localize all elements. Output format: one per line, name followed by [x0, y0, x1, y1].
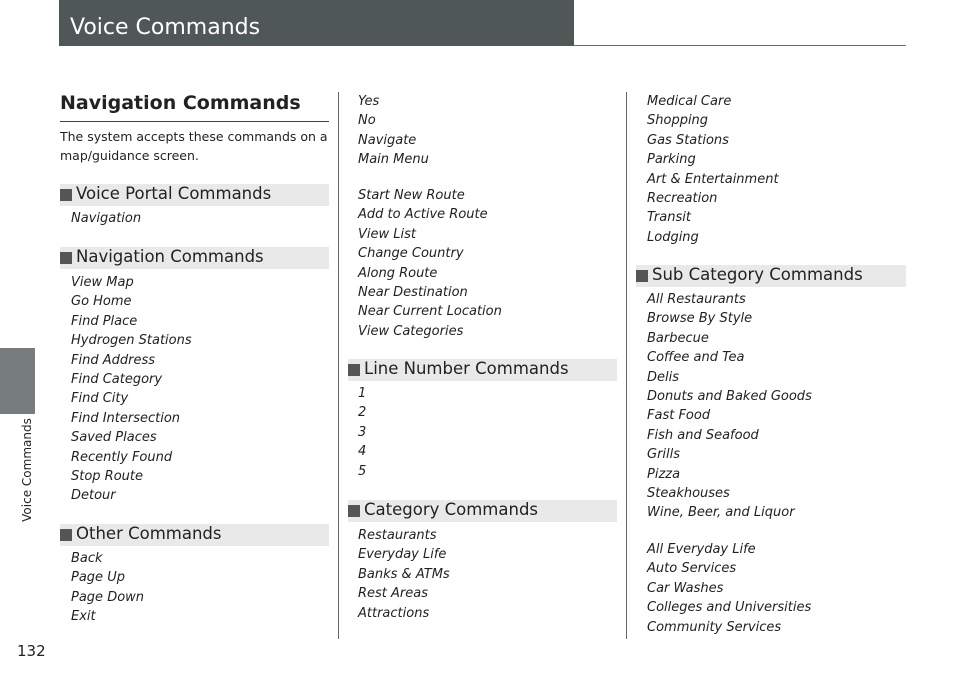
command-item: No [358, 113, 376, 129]
command-item: Fast Food [647, 408, 711, 424]
other-commands-continued-list-1 [358, 92, 429, 170]
command-item: Navigation [71, 211, 142, 226]
intro-text: The system accepts these commands on a map/guidance screen. [60, 129, 328, 163]
command-item: Stop Route [71, 468, 144, 484]
command-item: Delis [647, 369, 680, 385]
line-number-title: Line Number Commands [364, 359, 569, 378]
command-item: Parking [647, 152, 696, 168]
column-divider [626, 92, 627, 639]
line-number-list [358, 384, 366, 481]
other-commands-header [60, 524, 329, 546]
command-item: Back [71, 551, 103, 566]
side-tab-label: Voice Commands [20, 418, 34, 522]
command-item: Yes [358, 94, 380, 109]
category-commands-title: Category Commands [364, 500, 539, 519]
command-item: Transit [647, 210, 691, 226]
command-item: Barbecue [647, 330, 709, 346]
navigation-commands-title: Navigation Commands [76, 247, 264, 266]
command-item: Recreation [647, 190, 718, 206]
command-item: Banks & ATMs [358, 566, 450, 582]
square-bullet-icon [636, 270, 648, 282]
command-item: Change Country [358, 246, 464, 262]
category-commands-list [358, 526, 450, 623]
command-item: Shopping [647, 113, 709, 129]
command-item: Detour [71, 488, 116, 504]
command-item: Donuts and Baked Goods [647, 388, 812, 404]
other-commands-continued-list-2 [358, 186, 502, 341]
command-item: Lodging [647, 229, 699, 245]
command-item: Everyday Life [358, 547, 447, 563]
command-item: Start New Route [358, 188, 465, 203]
command-item: 2 [358, 405, 367, 421]
command-item: 1 [358, 386, 367, 401]
line-number-header [348, 359, 617, 381]
voice-portal-list [71, 209, 141, 228]
command-item: All Everyday Life [647, 542, 756, 557]
command-item: Find City [71, 391, 129, 407]
sub-category-list-2 [647, 540, 811, 637]
command-item: Go Home [71, 294, 132, 310]
square-bullet-icon [60, 189, 72, 201]
command-item: Auto Services [647, 561, 737, 577]
voice-portal-header [60, 184, 329, 206]
command-item: View List [358, 226, 416, 242]
command-item: Page Down [71, 589, 145, 605]
sub-category-header [636, 265, 906, 287]
command-item: Restaurants [358, 528, 437, 543]
page-header-title: Voice Commands [70, 15, 261, 40]
command-item: Find Category [71, 371, 163, 387]
command-item: Exit [71, 609, 96, 625]
command-item: Saved Places [71, 430, 157, 446]
command-item: Rest Areas [358, 586, 429, 602]
page-number: 132 [17, 642, 46, 660]
command-item: Coffee and Tea [647, 350, 745, 366]
voice-portal-title: Voice Portal Commands [76, 184, 272, 203]
command-item: 4 [358, 444, 367, 460]
command-item: Community Services [647, 619, 782, 635]
command-item: Navigate [358, 132, 417, 148]
navigation-commands-list [71, 273, 192, 506]
command-item: View Map [71, 275, 134, 290]
command-item: Fish and Seafood [647, 427, 759, 443]
command-item: Along Route [358, 265, 438, 281]
command-item: Wine, Beer, and Liquor [647, 505, 795, 521]
command-item: Hydrogen Stations [71, 333, 192, 349]
square-bullet-icon [348, 364, 360, 376]
square-bullet-icon [60, 529, 72, 541]
other-commands-list [71, 549, 144, 627]
column-divider [338, 92, 339, 639]
square-bullet-icon [348, 505, 360, 517]
command-item: View Categories [358, 323, 464, 339]
command-item: Find Place [71, 313, 138, 329]
command-item: Add to Active Route [358, 207, 488, 223]
command-item: 3 [358, 424, 367, 440]
command-item: Find Intersection [71, 410, 181, 426]
command-item: Near Destination [358, 284, 468, 300]
command-item: Grills [647, 447, 681, 463]
command-item: Browse By Style [647, 311, 753, 327]
command-item: Art & Entertainment [647, 171, 779, 187]
section-title: Navigation Commands [60, 92, 301, 114]
other-commands-title: Other Commands [76, 524, 222, 543]
command-item: Page Up [71, 570, 125, 586]
command-item: 5 [358, 463, 367, 479]
navigation-commands-header [60, 247, 329, 269]
square-bullet-icon [60, 252, 72, 264]
sub-category-title: Sub Category Commands [652, 265, 863, 284]
title-rule [60, 121, 329, 122]
command-item: Find Address [71, 352, 155, 368]
command-item: Colleges and Universities [647, 600, 812, 616]
category-commands-continued-list [647, 92, 779, 247]
command-item: Pizza [647, 466, 681, 482]
category-commands-header [348, 500, 617, 522]
side-tab-marker [0, 348, 35, 414]
command-item: Gas Stations [647, 132, 729, 148]
command-item: Steakhouses [647, 485, 730, 501]
header-rule [574, 45, 906, 46]
command-item: All Restaurants [647, 292, 746, 307]
sub-category-list-1 [647, 290, 812, 523]
command-item: Main Menu [358, 152, 429, 168]
command-item: Car Washes [647, 580, 724, 596]
command-item: Attractions [358, 605, 430, 621]
command-item: Near Current Location [358, 304, 502, 320]
command-item: Medical Care [647, 94, 732, 109]
command-item: Recently Found [71, 449, 173, 465]
